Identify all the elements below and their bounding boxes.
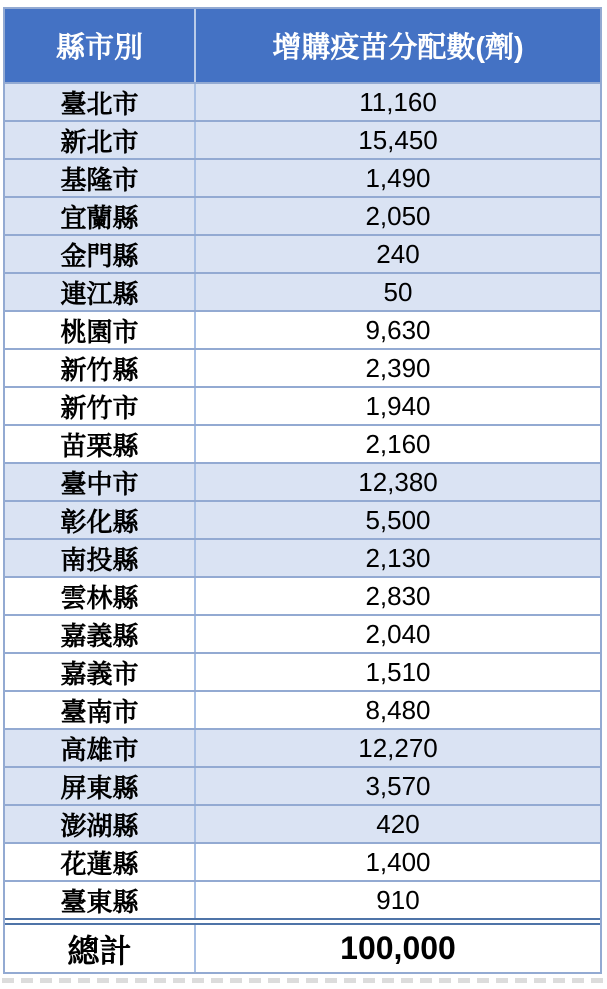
county-cell: 基隆市 [5, 160, 196, 196]
table-header-row [5, 9, 600, 82]
county-cell: 金門縣 [5, 236, 196, 272]
value-cell: 1,940 [365, 390, 431, 421]
county-cell: 桃園市 [5, 312, 196, 348]
table-row [5, 386, 600, 424]
cropped-content-dashes [2, 978, 605, 983]
table-row [5, 842, 600, 880]
county-cell: 連江縣 [5, 274, 196, 310]
total-label: 總計 [5, 925, 196, 972]
county-cell: 新竹市 [5, 388, 196, 424]
county-cell: 臺東縣 [5, 882, 196, 918]
county-cell: 澎湖縣 [5, 806, 196, 842]
table-row [5, 538, 600, 576]
county-cell: 宜蘭縣 [5, 198, 196, 234]
value-cell: 2,130 [365, 542, 431, 573]
table-row [5, 728, 600, 766]
value-cell: 910 [376, 884, 420, 915]
table-row [5, 120, 600, 158]
header-value-label: 增購疫苗分配數(劑) [272, 32, 524, 64]
county-cell: 彰化縣 [5, 502, 196, 538]
county-cell: 南投縣 [5, 540, 196, 576]
value-cell: 2,160 [365, 428, 431, 459]
county-cell: 花蓮縣 [5, 844, 196, 880]
table-body [5, 82, 600, 918]
county-cell: 嘉義市 [5, 654, 196, 690]
table-row [5, 272, 600, 310]
county-cell: 臺北市 [5, 84, 196, 120]
value-cell: 2,050 [365, 200, 431, 231]
county-cell: 雲林縣 [5, 578, 196, 614]
county-cell: 嘉義縣 [5, 616, 196, 652]
value-cell: 9,630 [365, 314, 431, 345]
header-county-label: 縣市別 [5, 9, 196, 82]
value-cell: 2,040 [365, 618, 431, 649]
value-cell: 11,160 [359, 86, 437, 117]
value-cell: 50 [383, 276, 413, 307]
table-row [5, 500, 600, 538]
table-total-row [5, 918, 600, 972]
county-cell: 臺南市 [5, 692, 196, 728]
value-cell: 12,270 [358, 732, 438, 763]
table-row [5, 462, 600, 500]
vaccine-allocation-table [3, 7, 602, 974]
county-cell: 新北市 [5, 122, 196, 158]
value-cell: 420 [376, 808, 420, 839]
table-row [5, 690, 600, 728]
value-cell: 3,570 [365, 770, 431, 801]
table-row [5, 310, 600, 348]
value-cell: 240 [376, 238, 420, 269]
value-cell: 1,400 [365, 846, 431, 877]
table-row [5, 196, 600, 234]
table-row [5, 652, 600, 690]
table-row [5, 348, 600, 386]
county-cell: 苗栗縣 [5, 426, 196, 462]
value-cell: 2,830 [365, 580, 431, 611]
value-cell: 12,380 [358, 466, 438, 497]
county-cell: 高雄市 [5, 730, 196, 766]
value-cell: 1,490 [365, 162, 431, 193]
table-row [5, 766, 600, 804]
table-row [5, 424, 600, 462]
total-value: 100,000 [340, 930, 456, 966]
table-row [5, 82, 600, 120]
table-row [5, 158, 600, 196]
county-cell: 臺中市 [5, 464, 196, 500]
table-row [5, 576, 600, 614]
table-row [5, 804, 600, 842]
table-row [5, 880, 600, 918]
table-row [5, 614, 600, 652]
value-cell: 1,510 [365, 656, 431, 687]
table-row [5, 234, 600, 272]
value-cell: 15,450 [358, 124, 438, 155]
value-cell: 5,500 [365, 504, 431, 535]
value-cell: 2,390 [365, 352, 431, 383]
county-cell: 新竹縣 [5, 350, 196, 386]
value-cell: 8,480 [365, 694, 431, 725]
county-cell: 屏東縣 [5, 768, 196, 804]
